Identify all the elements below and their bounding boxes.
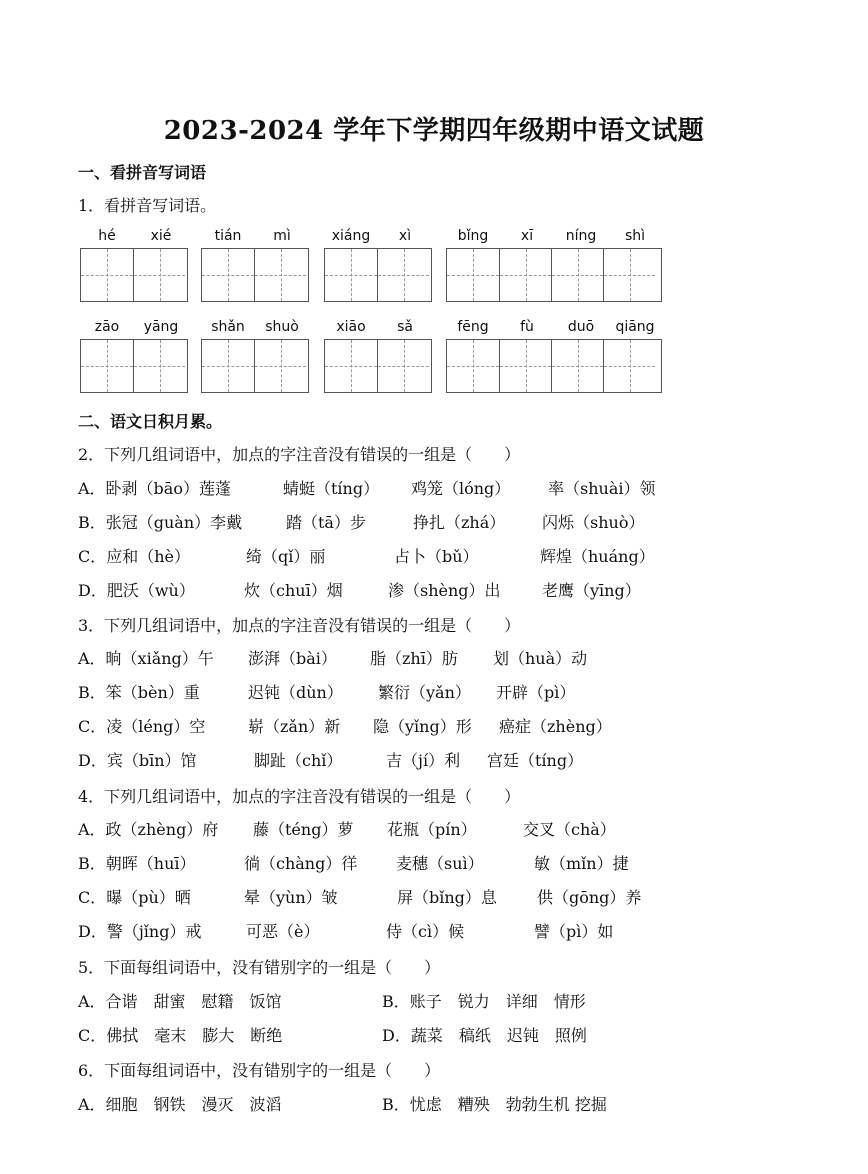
option-text: 开辟（pì） <box>496 683 576 702</box>
option-text: 辉煌（huáng） <box>540 547 655 566</box>
pinyin-group-2-3 <box>324 319 432 393</box>
writing-cell[interactable] <box>133 340 185 392</box>
writing-cell[interactable] <box>499 249 551 301</box>
option-text: 宫廷（tíng） <box>487 751 584 770</box>
option-text: D．蔬菜 稿纸 迟钝 照例 <box>382 1026 587 1045</box>
pinyin-label: níng <box>565 228 597 244</box>
pinyin-group-2-1 <box>80 319 188 393</box>
writing-cell[interactable] <box>551 340 603 392</box>
writing-cell[interactable] <box>325 340 377 392</box>
writing-cell[interactable] <box>81 249 133 301</box>
writing-grid[interactable] <box>80 248 188 302</box>
option-text: 划（huà）动 <box>493 649 588 668</box>
option-text: 屏（bǐng）息 <box>397 888 497 907</box>
option-text: 譬（pì）如 <box>534 922 614 941</box>
pinyin-label: bǐng <box>457 228 489 244</box>
pinyin-label: xié <box>150 228 172 244</box>
option-text: 可恶（è） <box>246 922 320 941</box>
writing-grid[interactable] <box>201 248 309 302</box>
option-text: 挣扎（zhá） <box>413 513 506 532</box>
pinyin-label: xī <box>520 228 534 244</box>
writing-cell[interactable] <box>254 249 306 301</box>
pinyin-group-1-1 <box>80 228 188 302</box>
page-title: 2023-2024 学年下学期四年级期中语文试题 <box>163 116 705 146</box>
writing-cell[interactable] <box>447 340 499 392</box>
writing-cell[interactable] <box>202 249 254 301</box>
option-text: D．肥沃（wù） <box>78 581 195 600</box>
pinyin-label: fù <box>520 319 534 335</box>
option-text: A．卧剥（bāo）莲蓬 <box>78 479 231 498</box>
option-text: 澎湃（bài） <box>248 649 337 668</box>
writing-cell[interactable] <box>499 340 551 392</box>
option-text: C．曝（pù）晒 <box>78 888 191 907</box>
option-text: C．凌（léng）空 <box>78 717 206 736</box>
option-text: 迟钝（dùn） <box>248 683 343 702</box>
writing-grid[interactable] <box>324 339 432 393</box>
option-text: 交叉（chà） <box>523 820 616 839</box>
option-text: C．佛拭 毫末 膨大 断绝 <box>78 1026 283 1045</box>
pinyin-group-2-4 <box>446 319 662 393</box>
pinyin-group-1-3 <box>324 228 432 302</box>
pinyin-label: tián <box>214 228 242 244</box>
question-5-stem: 5．下面每组词语中，没有错别字的一组是（ ） <box>78 958 441 977</box>
pinyin-label: shì <box>624 228 646 244</box>
pinyin-label: xiāo <box>336 319 366 335</box>
writing-cell[interactable] <box>377 340 429 392</box>
option-text: 绮（qǐ）丽 <box>246 547 326 566</box>
writing-cell[interactable] <box>254 340 306 392</box>
pinyin-group-1-4 <box>446 228 662 302</box>
option-text: 闪烁（shuò） <box>542 513 645 532</box>
pinyin-label: yāng <box>143 319 179 335</box>
option-text: 鸡笼（lóng） <box>411 479 511 498</box>
option-text: 崭（zǎn）新 <box>248 717 341 736</box>
writing-cell[interactable] <box>133 249 185 301</box>
option-text: 癌症（zhèng） <box>499 717 612 736</box>
option-text: 吉（jí）利 <box>386 751 461 770</box>
pinyin-label: mì <box>273 228 291 244</box>
option-text: B．张冠（guàn）李戴 <box>78 513 243 532</box>
option-text: B．账子 锐力 详细 情形 <box>382 992 586 1011</box>
writing-cell[interactable] <box>325 249 377 301</box>
option-text: 晕（yùn）皱 <box>244 888 338 907</box>
option-text: 炊（chuī）烟 <box>244 581 343 600</box>
pinyin-label: xiáng <box>331 228 371 244</box>
writing-cell[interactable] <box>377 249 429 301</box>
option-text: 花瓶（pín） <box>387 820 477 839</box>
option-text: B．忧虑 糟殃 勃勃生机 挖掘 <box>382 1095 607 1114</box>
option-text: 脚趾（chǐ） <box>254 751 343 770</box>
option-text: 率（shuài）领 <box>548 479 656 498</box>
writing-cell[interactable] <box>603 249 655 301</box>
writing-grid[interactable] <box>80 339 188 393</box>
pinyin-label: zāo <box>94 319 120 335</box>
option-text: D．警（jǐng）戒 <box>78 922 202 941</box>
option-text: 繁衍（yǎn） <box>378 683 471 702</box>
option-text: 渗（shèng）出 <box>388 581 501 600</box>
writing-cell[interactable] <box>447 249 499 301</box>
option-text: B．笨（bèn）重 <box>78 683 200 702</box>
pinyin-group-1-2 <box>201 228 309 302</box>
writing-cell[interactable] <box>603 340 655 392</box>
section-heading-2: 二、语文日积月累。 <box>78 412 223 431</box>
option-text: 徜（chàng）徉 <box>244 854 358 873</box>
option-text: C．应和（hè） <box>78 547 191 566</box>
writing-grid[interactable] <box>446 248 662 302</box>
writing-grid[interactable] <box>324 248 432 302</box>
writing-grid[interactable] <box>446 339 662 393</box>
option-text: B．朝晖（huī） <box>78 854 196 873</box>
option-text: 脂（zhī）肪 <box>370 649 458 668</box>
section-heading-1: 一、看拼音写词语 <box>78 163 207 182</box>
pinyin-label: shǎn <box>211 319 245 335</box>
option-text: A．细胞 钢铁 漫灭 波滔 <box>78 1095 282 1114</box>
question-2-stem: 2．下列几组词语中，加点的字注音没有错误的一组是（ ） <box>78 445 521 464</box>
option-text: 占卜（bǔ） <box>394 547 479 566</box>
pinyin-label: hé <box>98 228 116 244</box>
option-text: 供（gōng）养 <box>537 888 642 907</box>
option-text: 老鹰（yīng） <box>542 581 641 600</box>
option-text: 蜻蜓（tíng） <box>283 479 380 498</box>
pinyin-label: duō <box>567 319 595 335</box>
writing-cell[interactable] <box>81 340 133 392</box>
option-text: 踏（tā）步 <box>286 513 366 532</box>
pinyin-group-2-2 <box>201 319 309 393</box>
pinyin-label: xì <box>398 228 412 244</box>
option-text: A．合谐 甜蜜 慰籍 饭馆 <box>78 992 282 1011</box>
question-6-stem: 6．下面每组词语中，没有错别字的一组是（ ） <box>78 1061 441 1080</box>
writing-grid[interactable] <box>201 339 309 393</box>
option-text: 敏（mǐn）捷 <box>534 854 629 873</box>
pinyin-label: fēng <box>457 319 489 335</box>
option-text: 侍（cì）候 <box>386 922 465 941</box>
question-4-stem: 4．下列几组词语中，加点的字注音没有错误的一组是（ ） <box>78 787 521 806</box>
question-1-stem: 1．看拼音写词语。 <box>78 196 217 215</box>
option-text: A．晌（xiǎng）午 <box>78 649 214 668</box>
pinyin-label: sǎ <box>397 319 413 335</box>
option-text: 麦穗（suì） <box>396 854 484 873</box>
writing-cell[interactable] <box>551 249 603 301</box>
option-text: D．宾（bīn）馆 <box>78 751 197 770</box>
question-3-stem: 3．下列几组词语中，加点的字注音没有错误的一组是（ ） <box>78 616 521 635</box>
option-text: A．政（zhèng）府 <box>78 820 219 839</box>
option-text: 藤（téng）萝 <box>253 820 354 839</box>
pinyin-label: shuò <box>265 319 299 335</box>
option-text: 隐（yǐng）形 <box>373 717 472 736</box>
writing-cell[interactable] <box>202 340 254 392</box>
pinyin-label: qiāng <box>615 319 655 335</box>
